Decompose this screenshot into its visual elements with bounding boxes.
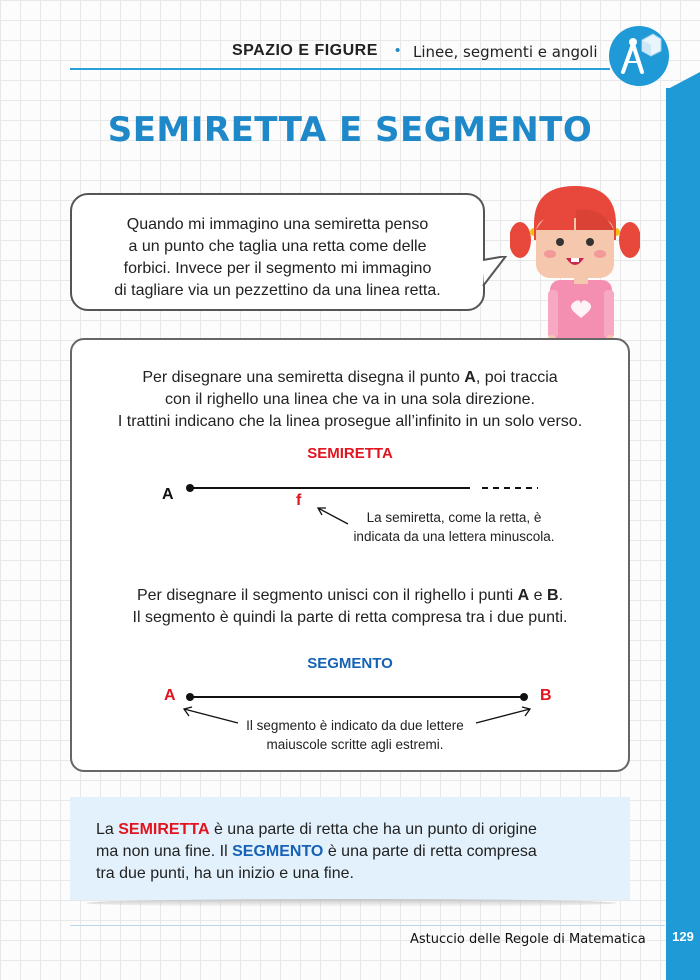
footer-divider	[70, 925, 665, 926]
page-header	[232, 38, 602, 66]
header-divider	[70, 68, 610, 70]
ray-line-label: f	[296, 492, 302, 509]
summary-box	[70, 797, 630, 900]
page-number: 129	[672, 929, 694, 944]
chapter-title: SPAZIO E FIGURE	[232, 42, 378, 59]
girl-illustration	[510, 180, 640, 352]
speech-bubble-tail	[482, 256, 512, 290]
ray-note: La semiretta, come la retta, è indicata da una lettera minuscola.	[353, 510, 555, 544]
speech-bubble	[70, 193, 485, 311]
segmento-heading: SEGMENTO	[307, 655, 393, 672]
page-title: SEMIRETTA E SEGMENTO	[107, 110, 593, 150]
semiretta-instructions: Per disegnare una semiretta disegna il punto A, poi traccia con il righello una linea che va in una sola direzione. I trattini indicano che la linea prosegue all’infinito in un solo verso.	[117, 369, 583, 430]
semiretta-heading: SEMIRETTA	[307, 445, 393, 462]
speech-bubble-text: Quando mi immagino una semiretta penso a un punto che taglia una retta come delle forbici. Invece per il segmento mi immagino di tagliare via un pezzettino da una linea retta.	[114, 216, 441, 299]
summary-text: La SEMIRETTA è una parte di retta che ha un punto di origine ma non una fine. Il SEGMENTO è una parte di retta compresa tra due punti, ha un inizio e una fine.	[96, 821, 537, 882]
side-stripe	[666, 88, 700, 980]
explanation-card	[70, 338, 630, 772]
header-separator: •	[395, 42, 401, 59]
segmento-instructions: Per disegnare il segmento unisci con il righello i punti A e B. Il segmento è quindi la parte di retta compresa tra i due punti.	[132, 587, 568, 626]
segment-note: Il segmento è indicato da due lettere maiuscole scritte agli estremi.	[246, 718, 464, 752]
ray-point-a: A	[162, 486, 174, 503]
segment-point-a: A	[164, 687, 176, 704]
geometry-compass-icon	[609, 26, 669, 86]
summary-shadow	[86, 899, 616, 907]
book-title: Astuccio delle Regole di Matematica	[410, 932, 646, 947]
segment-point-b: B	[540, 687, 552, 704]
chapter-subtitle: Linee, segmenti e angoli	[413, 43, 598, 61]
